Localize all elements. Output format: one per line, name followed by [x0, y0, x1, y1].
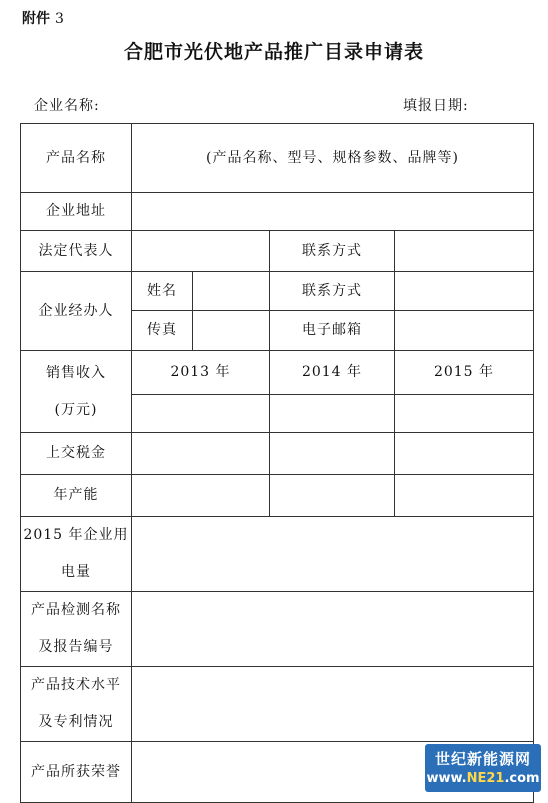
row-address — [21, 193, 534, 231]
application-form-table — [20, 123, 534, 803]
fax-field[interactable] — [193, 311, 270, 351]
row-agent-name — [21, 272, 534, 311]
capacity-label: 年产能 — [21, 475, 132, 517]
address-field[interactable] — [132, 193, 534, 231]
contact-method-label: 联系方式 — [270, 231, 395, 272]
row-test-report — [21, 592, 534, 667]
tech-level-label-line2: 及专利情况 — [38, 714, 114, 730]
sales-label — [21, 351, 132, 433]
tax-2013-field[interactable] — [132, 433, 270, 475]
row-tax — [21, 433, 534, 475]
tech-level-label — [21, 667, 132, 742]
tax-label: 上交税金 — [21, 433, 132, 475]
capacity-2014-field[interactable] — [270, 475, 395, 517]
row-tech-level — [21, 667, 534, 742]
name-field[interactable] — [193, 272, 270, 311]
sales-2014-field[interactable] — [270, 395, 395, 433]
contact-method-field[interactable] — [395, 231, 534, 272]
email-field[interactable] — [395, 311, 534, 351]
tax-2015-field[interactable] — [395, 433, 534, 475]
attachment-text: 附件 — [22, 11, 50, 27]
row-sales-years — [21, 351, 534, 395]
year-header-2014: 2014 年 — [270, 351, 395, 395]
product-name-field[interactable]: (产品名称、型号、规格参数、品牌等) — [132, 124, 534, 193]
name-label: 姓名 — [132, 272, 193, 311]
row-capacity — [21, 475, 534, 517]
sales-label-line2: (万元) — [54, 401, 98, 418]
fill-date-label: 填报日期: — [403, 98, 469, 114]
test-report-label-line2: 及报告编号 — [38, 639, 114, 655]
attachment-label — [22, 8, 64, 28]
test-report-field[interactable] — [132, 592, 534, 667]
electricity-label-line1: 2015 年企业用 — [23, 527, 129, 543]
test-report-label — [21, 592, 132, 667]
test-report-label-line1: 产品检测名称 — [31, 602, 121, 618]
agent-contact-label: 联系方式 — [270, 272, 395, 311]
year-header-2013: 2013 年 — [132, 351, 270, 395]
electricity-field[interactable] — [132, 517, 534, 592]
capacity-2013-field[interactable] — [132, 475, 270, 517]
sales-2013-field[interactable] — [132, 395, 270, 433]
watermark-name: 世纪新能源网 — [434, 750, 531, 768]
legal-rep-field[interactable] — [132, 231, 270, 272]
watermark-url-suffix: .com — [504, 771, 540, 786]
agent-label: 企业经办人 — [21, 272, 132, 351]
watermark-url-prefix: www. — [426, 771, 467, 786]
year-header-2015: 2015 年 — [395, 351, 534, 395]
attachment-number: 3 — [55, 11, 64, 27]
page-title: 合肥市光伏地产品推广目录申请表 — [123, 41, 424, 63]
sales-2015-field[interactable] — [395, 395, 534, 433]
fax-label: 传真 — [132, 311, 193, 351]
watermark-url — [425, 771, 541, 786]
tax-2014-field[interactable] — [270, 433, 395, 475]
sales-label-line1: 销售收入 — [46, 364, 106, 381]
address-label: 企业地址 — [21, 193, 132, 231]
company-name-label: 企业名称: — [34, 98, 100, 114]
product-name-label: 产品名称 — [21, 124, 132, 193]
legal-rep-label: 法定代表人 — [21, 231, 132, 272]
site-watermark — [425, 744, 541, 792]
capacity-2015-field[interactable] — [395, 475, 534, 517]
tech-level-field[interactable] — [132, 667, 534, 742]
honors-label: 产品所获荣誉 — [21, 742, 132, 803]
row-product-name — [21, 124, 534, 193]
watermark-url-brand: NE21 — [466, 771, 505, 786]
electricity-label-line2: 电量 — [61, 564, 91, 580]
row-legal-rep — [21, 231, 534, 272]
tech-level-label-line1: 产品技术水平 — [31, 677, 121, 693]
row-electricity — [21, 517, 534, 592]
email-label: 电子邮箱 — [270, 311, 395, 351]
electricity-label — [21, 517, 132, 592]
agent-contact-field[interactable] — [395, 272, 534, 311]
